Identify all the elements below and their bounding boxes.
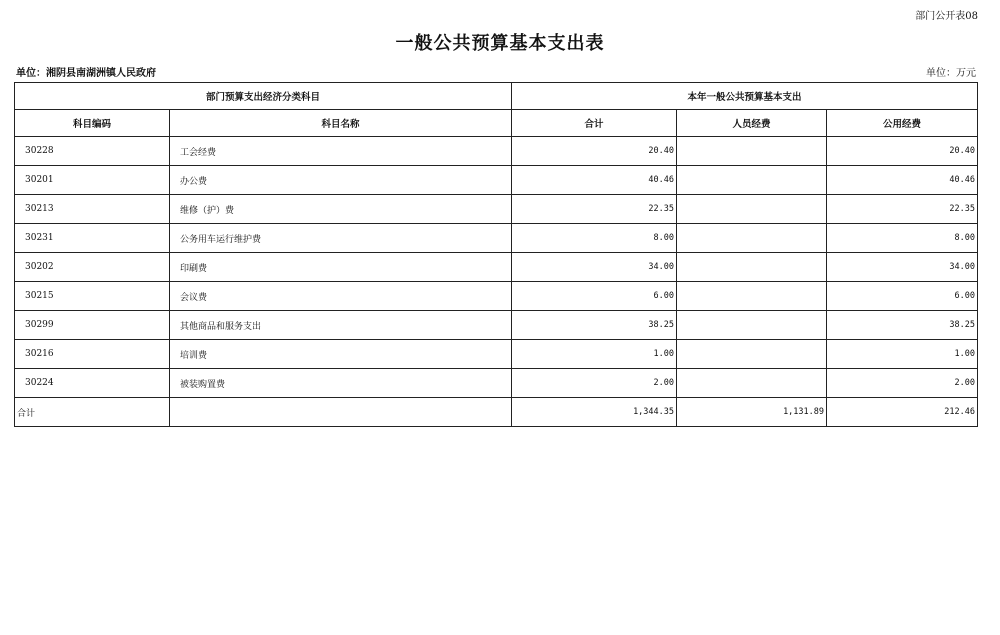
cell-code: 30231	[15, 224, 170, 253]
header-personnel: 人员经费	[677, 110, 827, 137]
page-title: 一般公共预算基本支出表	[395, 33, 605, 54]
cell-total: 22.35	[512, 195, 677, 224]
cell-public: 2.00	[827, 369, 978, 398]
total-personnel: 1,131.89	[677, 398, 827, 427]
cell-public: 1.00	[827, 340, 978, 369]
table-row	[15, 369, 978, 398]
cell-public: 20.40	[827, 137, 978, 166]
cell-total: 34.00	[512, 253, 677, 282]
cell-personnel	[677, 282, 827, 311]
table-row	[15, 311, 978, 340]
form-id: 部门公开表08	[915, 11, 978, 22]
cell-name: 办公费	[170, 166, 512, 195]
cell-total: 6.00	[512, 282, 677, 311]
cell-code: 30216	[15, 340, 170, 369]
total-label: 合计	[15, 398, 170, 427]
table-row	[15, 195, 978, 224]
table-row	[15, 253, 978, 282]
budget-table	[14, 82, 978, 427]
cell-name: 维修（护）费	[170, 195, 512, 224]
cell-code: 30228	[15, 137, 170, 166]
cell-code: 30299	[15, 311, 170, 340]
cell-name: 印刷费	[170, 253, 512, 282]
header-name: 科目名称	[170, 110, 512, 137]
cell-name: 公务用车运行维护费	[170, 224, 512, 253]
cell-total: 38.25	[512, 311, 677, 340]
cell-total: 2.00	[512, 369, 677, 398]
total-public: 212.46	[827, 398, 978, 427]
cell-personnel	[677, 311, 827, 340]
cell-personnel	[677, 137, 827, 166]
header-total: 合计	[512, 110, 677, 137]
cell-total: 40.46	[512, 166, 677, 195]
cell-personnel	[677, 253, 827, 282]
cell-code: 30213	[15, 195, 170, 224]
cell-code: 30215	[15, 282, 170, 311]
total-row	[15, 398, 978, 427]
cell-public: 8.00	[827, 224, 978, 253]
unit-organization: 单位：湘阴县南湖洲镇人民政府	[16, 68, 156, 79]
cell-name: 工会经费	[170, 137, 512, 166]
table-row	[15, 224, 978, 253]
cell-personnel	[677, 224, 827, 253]
cell-public: 22.35	[827, 195, 978, 224]
table-row	[15, 137, 978, 166]
cell-name: 会议费	[170, 282, 512, 311]
unit-currency: 单位：万元	[926, 68, 976, 79]
cell-name: 培训费	[170, 340, 512, 369]
table-row	[15, 282, 978, 311]
header-code: 科目编码	[15, 110, 170, 137]
cell-name: 其他商品和服务支出	[170, 311, 512, 340]
cell-personnel	[677, 195, 827, 224]
cell-personnel	[677, 166, 827, 195]
table-row	[15, 166, 978, 195]
header-group-expenditure: 本年一般公共预算基本支出	[512, 83, 978, 110]
cell-total: 8.00	[512, 224, 677, 253]
cell-total: 1.00	[512, 340, 677, 369]
cell-personnel	[677, 340, 827, 369]
total-name	[170, 398, 512, 427]
cell-code: 30201	[15, 166, 170, 195]
header-group-classification: 部门预算支出经济分类科目	[15, 83, 512, 110]
cell-public: 38.25	[827, 311, 978, 340]
header-public: 公用经费	[827, 110, 978, 137]
cell-public: 40.46	[827, 166, 978, 195]
cell-public: 34.00	[827, 253, 978, 282]
cell-code: 30224	[15, 369, 170, 398]
cell-total: 20.40	[512, 137, 677, 166]
table-row	[15, 340, 978, 369]
cell-name: 被装购置费	[170, 369, 512, 398]
total-sum: 1,344.35	[512, 398, 677, 427]
cell-public: 6.00	[827, 282, 978, 311]
cell-code: 30202	[15, 253, 170, 282]
cell-personnel	[677, 369, 827, 398]
